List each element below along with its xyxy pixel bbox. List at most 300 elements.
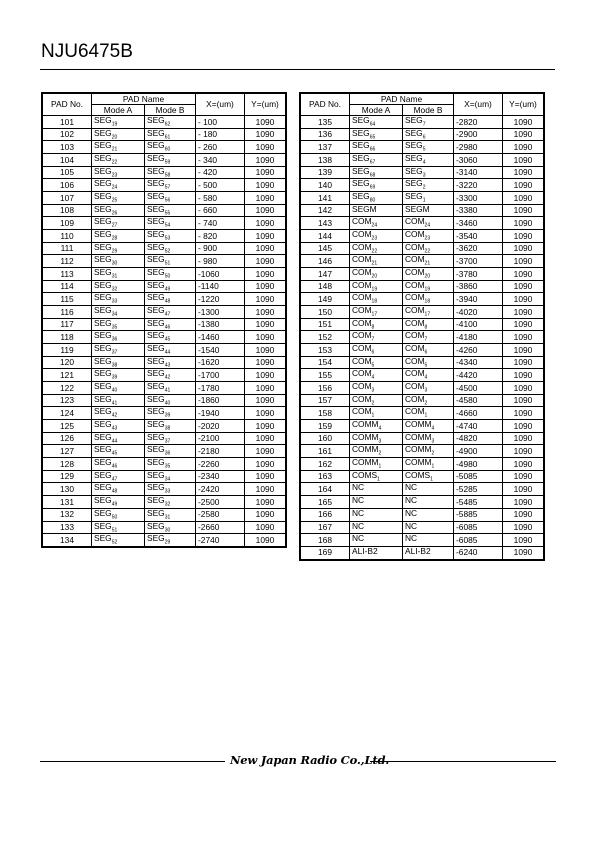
mode-b-name [145,204,196,217]
footer-rule-right [370,761,556,762]
mode-b-name [403,179,454,192]
mode-a-name [350,344,403,357]
mode-a-base: SEG [94,305,112,316]
x-coordinate: -3700 [454,255,503,268]
table-row [43,344,286,357]
y-coordinate: 1090 [245,331,286,344]
mode-b-base: NC [405,495,418,506]
y-coordinate: 1090 [245,255,286,268]
mode-a-name [350,521,403,534]
y-coordinate: 1090 [503,458,544,471]
pad-number: 131 [43,496,92,509]
table-row [43,318,286,331]
mode-b-name [403,496,454,509]
mode-b-base: SEG [147,317,165,328]
y-coordinate: 1090 [245,369,286,382]
mode-b-index: 33 [164,489,171,496]
mode-a-base: COM [352,406,372,417]
x-coordinate: -2980 [454,141,503,154]
mode-b-index: 7 [422,121,426,128]
mode-b-index: 38 [164,425,171,432]
mode-b-name [145,179,196,192]
mode-b-name [403,420,454,433]
pad-number: 144 [301,230,350,243]
mode-a-base: COMM [352,419,379,430]
x-coordinate: -1220 [196,293,245,306]
x-coordinate: -3860 [454,280,503,293]
mode-a-name [92,268,145,281]
mode-b-base: COM [405,355,425,366]
mode-a-index: 38 [111,362,118,369]
mode-a-base: SEG [94,279,112,290]
mode-b-index: 2 [424,400,428,407]
mode-b-index: 48 [164,299,171,306]
mode-a-index: 32 [111,286,118,293]
mode-a-name [350,179,403,192]
table-row [301,268,544,281]
mode-a-name [350,546,403,559]
mode-a-base: SEG [94,381,112,392]
mode-b-index: 2 [431,451,435,458]
mode-b-base: COM [405,305,425,316]
pad-number: 145 [301,242,350,255]
mode-a-base: SEG [94,127,112,138]
mode-b-index: 61 [164,134,171,141]
mode-a-name [92,255,145,268]
mode-b-name [145,192,196,205]
mode-b-name [403,217,454,230]
y-coordinate: 1090 [503,534,544,547]
table-row [43,166,286,179]
y-coordinate: 1090 [245,508,286,521]
mode-b-base: SEG [147,419,165,430]
mode-a-base: SEG [94,393,112,404]
mode-a-base: SEG [352,140,370,151]
mode-a-base: SEG [94,229,112,240]
y-coordinate: 1090 [245,534,286,547]
mode-b-index: 36 [164,451,171,458]
pad-number: 138 [301,154,350,167]
y-coordinate: 1090 [503,432,544,445]
mode-b-base: COMS [405,469,431,480]
x-coordinate: -4260 [454,344,503,357]
mode-b-index: 44 [164,349,171,356]
mode-a-base: COMS [352,469,378,480]
y-coordinate: 1090 [245,306,286,319]
table-row [43,242,286,255]
x-coordinate: -4740 [454,420,503,433]
table-row [43,192,286,205]
mode-a-name [92,534,145,547]
mode-b-index: 1 [430,476,433,483]
x-coordinate: -1460 [196,331,245,344]
x-coordinate: -1620 [196,356,245,369]
mode-b-name [403,204,454,217]
mode-a-name [350,420,403,433]
mode-a-name [92,344,145,357]
mode-b-index: 58 [164,172,171,179]
y-coordinate: 1090 [245,268,286,281]
mode-a-base: SEG [352,191,370,202]
mode-b-name [145,432,196,445]
x-coordinate: -5285 [454,483,503,496]
table-row [301,192,544,205]
y-coordinate: 1090 [503,141,544,154]
x-coordinate: -2500 [196,496,245,509]
mode-b-index: 21 [424,261,431,268]
mode-b-name [403,470,454,483]
mode-a-name [350,255,403,268]
mode-a-base: SEG [94,292,112,303]
mode-b-index: 37 [164,438,171,445]
mode-b-base: SEG [147,533,165,544]
x-coordinate: -3220 [454,179,503,192]
mode-b-base: SEG [147,406,165,417]
mode-b-index: 2 [422,185,426,192]
y-coordinate: 1090 [503,331,544,344]
mode-b-base: SEG [147,495,165,506]
mode-b-base: COM [405,241,425,252]
mode-a-name [92,356,145,369]
x-coordinate: -4100 [454,318,503,331]
pad-number: 139 [301,166,350,179]
pad-number: 160 [301,432,350,445]
mode-b-base: COM [405,317,425,328]
table-row [43,116,286,129]
mode-b-base: SEG [147,216,165,227]
mode-a-index: 41 [111,400,118,407]
x-coordinate: - 900 [196,242,245,255]
x-coordinate: -5885 [454,508,503,521]
mode-a-index: 22 [111,159,118,166]
pad-number: 101 [43,116,92,129]
y-coordinate: 1090 [503,496,544,509]
mode-a-base: NC [352,482,365,493]
mode-a-base: COM [352,305,372,316]
mode-a-base: SEG [94,254,112,265]
header-x: X=(um) [196,94,245,116]
x-coordinate: - 420 [196,166,245,179]
x-coordinate: -6085 [454,521,503,534]
x-coordinate: -5085 [454,470,503,483]
x-coordinate: -2900 [454,128,503,141]
mode-a-base: COM [352,368,372,379]
mode-a-base: SEG [94,191,112,202]
mode-a-base: SEG [94,507,112,518]
y-coordinate: 1090 [503,204,544,217]
pad-number: 114 [43,280,92,293]
mode-b-index: 32 [164,501,171,508]
mode-b-name [403,407,454,420]
y-coordinate: 1090 [503,420,544,433]
y-coordinate: 1090 [503,356,544,369]
mode-b-index: 3 [422,172,426,179]
mode-b-index: 23 [424,235,431,242]
table-row [43,128,286,141]
y-coordinate: 1090 [245,521,286,534]
pad-number: 146 [301,255,350,268]
y-coordinate: 1090 [503,382,544,395]
mode-a-base: COM [352,229,372,240]
y-coordinate: 1090 [503,483,544,496]
mode-a-index: 39 [111,375,118,382]
table-row [43,204,286,217]
x-coordinate: -4180 [454,331,503,344]
pad-number: 143 [301,217,350,230]
mode-b-base: SEG [147,444,165,455]
table-row [43,141,286,154]
pad-number: 169 [301,546,350,559]
pad-number: 109 [43,217,92,230]
x-coordinate: - 260 [196,141,245,154]
y-coordinate: 1090 [503,116,544,129]
table-row [301,394,544,407]
mode-b-name [145,445,196,458]
mode-b-index: 35 [164,463,171,470]
table-row [43,154,286,167]
x-coordinate: -6085 [454,534,503,547]
y-coordinate: 1090 [245,394,286,407]
table-row [301,116,544,129]
mode-b-base: SEG [147,153,165,164]
x-coordinate: -3140 [454,166,503,179]
pad-number: 107 [43,192,92,205]
header-y: Y=(um) [245,94,286,116]
x-coordinate: -2420 [196,483,245,496]
mode-b-index: 4 [424,375,428,382]
mode-a-index: 36 [111,337,118,344]
pad-number: 149 [301,293,350,306]
table-row [43,445,286,458]
mode-b-base: SEG [147,381,165,392]
mode-a-base: COM [352,343,372,354]
pad-table-left [42,93,286,547]
mode-b-name [145,356,196,369]
x-coordinate: -3060 [454,154,503,167]
y-coordinate: 1090 [503,318,544,331]
mode-a-name [92,331,145,344]
mode-b-base: SEG [147,520,165,531]
mode-a-name [350,432,403,445]
mode-b-index: 59 [164,159,171,166]
mode-b-base: SEG [147,482,165,493]
mode-a-name [92,141,145,154]
y-coordinate: 1090 [503,521,544,534]
header-mode-a: Mode A [92,105,145,116]
mode-a-base: SEG [94,241,112,252]
mode-b-name [145,369,196,382]
title-rule [40,69,555,70]
mode-b-name [145,407,196,420]
mode-b-index: 8 [424,324,428,331]
mode-b-index: 46 [164,324,171,331]
mode-b-base: NC [405,533,418,544]
mode-b-name [145,242,196,255]
table-row [43,356,286,369]
mode-b-base: ALI-B2 [405,545,431,556]
mode-a-base: SEG [94,495,112,506]
mode-a-base: SEG [94,216,112,227]
x-coordinate: -2180 [196,445,245,458]
table-row [301,179,544,192]
x-coordinate: -1140 [196,280,245,293]
mode-b-name [403,483,454,496]
mode-b-base: COM [405,381,425,392]
x-coordinate: -1540 [196,344,245,357]
y-coordinate: 1090 [245,496,286,509]
x-coordinate: -4820 [454,432,503,445]
mode-a-base: SEG [352,153,370,164]
mode-a-index: 67 [369,159,376,166]
table-row [43,483,286,496]
pad-number: 134 [43,534,92,547]
mode-a-base: SEG [94,406,112,417]
mode-b-name [403,394,454,407]
company-logo: New Japan Radio Co.,Ltd. [230,753,390,767]
mode-a-name [350,394,403,407]
mode-a-name [350,331,403,344]
y-coordinate: 1090 [245,344,286,357]
y-coordinate: 1090 [503,546,544,559]
x-coordinate: -4660 [454,407,503,420]
mode-a-name [350,496,403,509]
pad-number: 151 [301,318,350,331]
mode-a-name [92,116,145,129]
mode-b-base: NC [405,507,418,518]
mode-b-base: SEG [147,115,165,125]
mode-b-index: 5 [422,147,426,154]
mode-b-base: SEG [147,140,165,151]
mode-b-base: SEG [147,469,165,480]
pad-number: 123 [43,394,92,407]
mode-a-name [92,458,145,471]
y-coordinate: 1090 [503,192,544,205]
mode-b-name [145,521,196,534]
pad-table-right-body [301,116,544,560]
pad-number: 126 [43,432,92,445]
mode-b-base: COM [405,279,425,290]
mode-b-index: 53 [164,235,171,242]
table-row [301,382,544,395]
mode-b-index: 7 [424,337,428,344]
mode-b-base: SEGM [405,203,430,214]
mode-b-base: COM [405,229,425,240]
pad-number: 120 [43,356,92,369]
mode-a-base: NC [352,533,365,544]
y-coordinate: 1090 [245,382,286,395]
mode-a-name [350,470,403,483]
y-coordinate: 1090 [245,407,286,420]
mode-b-name [403,255,454,268]
mode-b-name [145,344,196,357]
mode-a-base: COMM [352,431,379,442]
mode-b-base: SEG [147,267,165,278]
x-coordinate: -3540 [454,230,503,243]
mode-a-name [92,483,145,496]
mode-b-name [403,306,454,319]
y-coordinate: 1090 [245,179,286,192]
mode-b-base: SEG [147,368,165,379]
table-row [301,521,544,534]
mode-a-index: 33 [111,299,118,306]
mode-a-name [92,432,145,445]
x-coordinate: -5485 [454,496,503,509]
header-mode-b: Mode B [145,105,196,116]
pad-number: 116 [43,306,92,319]
mode-a-name [92,508,145,521]
mode-b-base: SEG [405,140,423,151]
pad-number: 156 [301,382,350,395]
mode-b-name [403,268,454,281]
y-coordinate: 1090 [503,306,544,319]
mode-a-index: 4 [371,375,375,382]
table-row [43,331,286,344]
pad-table-right [300,93,544,560]
mode-a-base: NC [352,495,365,506]
table-row [301,356,544,369]
x-coordinate: -3620 [454,242,503,255]
mode-b-name [145,116,196,129]
mode-a-base: SEG [94,431,112,442]
pad-number: 110 [43,230,92,243]
x-coordinate: -1940 [196,407,245,420]
y-coordinate: 1090 [245,166,286,179]
y-coordinate: 1090 [503,470,544,483]
mode-a-name [350,141,403,154]
y-coordinate: 1090 [245,141,286,154]
mode-b-name [145,483,196,496]
mode-b-name [145,230,196,243]
x-coordinate: -4340 [454,356,503,369]
pad-number: 103 [43,141,92,154]
mode-a-index: 18 [371,299,378,306]
table-row [301,255,544,268]
x-coordinate: - 820 [196,230,245,243]
mode-b-name [145,420,196,433]
mode-a-index: 24 [111,185,118,192]
pad-number: 140 [301,179,350,192]
mode-a-index: 8 [371,324,375,331]
mode-a-base: SEG [94,317,112,328]
mode-a-name [92,369,145,382]
x-coordinate: -3780 [454,268,503,281]
pad-number: 147 [301,268,350,281]
mode-a-name [92,420,145,433]
table-row [43,470,286,483]
pad-number: 132 [43,508,92,521]
table-row [43,382,286,395]
mode-a-name [92,242,145,255]
table-row [301,141,544,154]
pad-number: 141 [301,192,350,205]
mode-b-name [403,128,454,141]
x-coordinate: -3940 [454,293,503,306]
y-coordinate: 1090 [503,445,544,458]
mode-a-name [350,356,403,369]
pad-number: 159 [301,420,350,433]
pad-number: 154 [301,356,350,369]
mode-a-base: SEG [94,520,112,531]
mode-a-base: SEG [94,469,112,480]
mode-b-index: 5 [424,362,428,369]
x-coordinate: -4420 [454,369,503,382]
table-row [301,546,544,559]
mode-b-index: 31 [164,514,171,521]
mode-b-base: COMM [405,457,432,468]
mode-b-base: SEG [405,178,423,189]
mode-b-index: 4 [422,159,426,166]
mode-b-base: SEG [405,115,423,125]
